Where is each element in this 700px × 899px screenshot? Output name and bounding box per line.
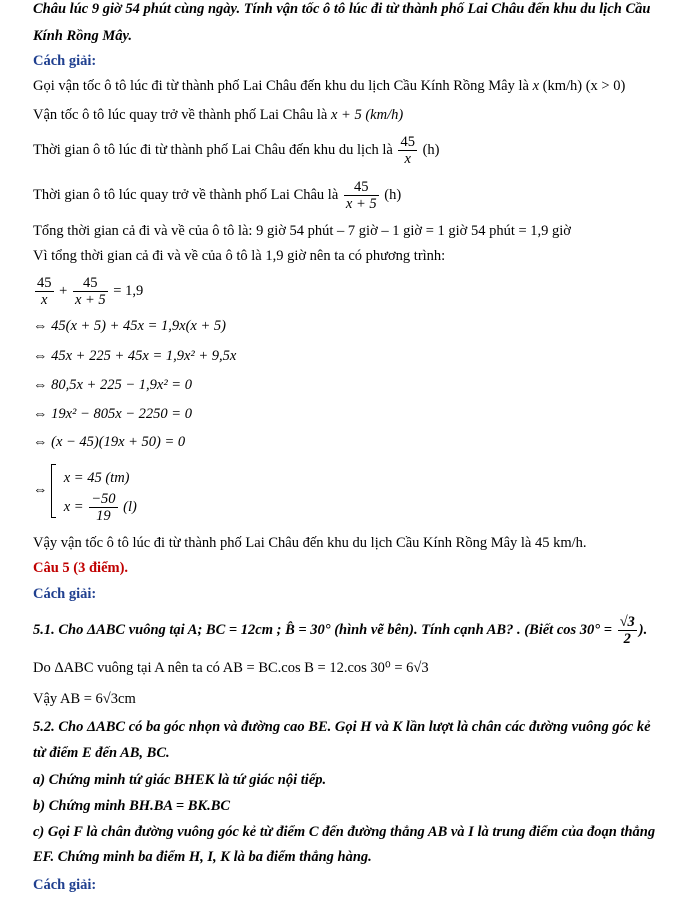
problem-5-1 bbox=[33, 610, 647, 650]
cos30-num: √3 bbox=[619, 614, 635, 631]
time-back-unit: (h) bbox=[384, 187, 402, 203]
eq-rhs: = 1,9 bbox=[113, 283, 144, 299]
equation-intro: Vì tổng thời gian cả đi và về của ô tô là 1,9 giờ nên ta có phương trình: bbox=[33, 248, 446, 264]
time-go-text: Thời gian ô tô lúc đi từ thành phố Lai Châu đến khu du lịch là bbox=[33, 142, 393, 158]
time-go-fraction bbox=[398, 134, 417, 167]
time-back-den: x + 5 bbox=[345, 196, 377, 213]
root-list bbox=[63, 465, 137, 524]
step-1: ⇔ 45(x + 5) + 45x = 1,9x(x + 5) bbox=[33, 318, 226, 334]
let-text: Gọi vận tốc ô tô lúc đi từ thành phố Lai Châu đến khu du lịch Cầu Kính Rồng Mây là bbox=[33, 78, 529, 94]
return-speed-line bbox=[33, 106, 403, 124]
time-back-text: Thời gian ô tô lúc quay trở về thành phố Lai Châu là bbox=[33, 187, 339, 203]
solution-heading: Cách giải: bbox=[33, 53, 97, 69]
root-2-suffix: (l) bbox=[123, 498, 137, 515]
p51-c: (hình vẽ bên). Tính cạnh AB? . (Biết cos 30° = bbox=[334, 622, 612, 638]
root-2-den: 19 bbox=[96, 507, 111, 524]
root-system bbox=[33, 460, 137, 524]
cos30-fraction bbox=[618, 614, 637, 647]
eq-num-1: 45 bbox=[37, 275, 52, 292]
root-2-num: −50 bbox=[91, 490, 116, 507]
eq-fraction-2 bbox=[73, 275, 108, 308]
step-3: ⇔ 80,5x + 225 − 1,9x² = 0 bbox=[33, 377, 192, 393]
eq-fraction-1 bbox=[35, 275, 54, 308]
part-a: a) Chứng minh tứ giác BHEK là tứ giác nội tiếp. bbox=[33, 772, 327, 788]
let-statement bbox=[33, 77, 625, 95]
cos30-den: 2 bbox=[623, 631, 631, 648]
time-back-fraction bbox=[344, 179, 379, 212]
time-back-line bbox=[33, 175, 401, 215]
system-brace bbox=[51, 464, 56, 518]
conclusion-1: Vậy vận tốc ô tô lúc đi từ thành phố Lai Châu đến khu du lịch Cầu Kính Rồng Mây là 45 km/h. bbox=[33, 535, 587, 551]
step-5: ⇔ (x − 45)(19x + 50) = 0 bbox=[33, 434, 186, 450]
part-b: b) Chứng minh BH.BA = BK.BC bbox=[33, 798, 231, 814]
root-2-fraction bbox=[89, 491, 117, 524]
root-2 bbox=[63, 490, 137, 524]
p51-end: ). bbox=[638, 622, 648, 638]
time-go-den: x bbox=[404, 151, 411, 168]
root-1: x = 45 (tm) bbox=[63, 469, 130, 486]
eq-den-1: x bbox=[41, 292, 48, 309]
root-equiv: ⇔ bbox=[33, 482, 48, 498]
let-variable: x bbox=[532, 78, 540, 94]
p51-result: Vậy AB = 6√3cm bbox=[33, 691, 136, 707]
p51-a: 5.1. Cho ΔABC vuông tại A; BC = 12cm ; bbox=[33, 622, 282, 638]
q5-heading: Cách giải: bbox=[33, 586, 97, 602]
intro-line-1: Châu lúc 9 giờ 54 phút cùng ngày. Tính vận tốc ô tô lúc đi từ thành phố Lai Châu đến khu du lịch Cầu bbox=[33, 1, 651, 17]
eq-num-2: 45 bbox=[73, 275, 108, 292]
p52-line-2: từ điểm E đến AB, BC. bbox=[33, 745, 170, 761]
eq-den-2: x + 5 bbox=[74, 292, 106, 309]
time-back-num: 45 bbox=[344, 179, 379, 196]
step-2: ⇔ 45x + 225 + 45x = 1,9x² + 9,5x bbox=[33, 348, 237, 364]
final-heading: Cách giải: bbox=[33, 877, 97, 893]
p51-b: B̂ = 30° bbox=[285, 622, 331, 638]
intro-line-2: Kính Rồng Mây. bbox=[33, 28, 132, 44]
part-c-line-2: EF. Chứng minh ba điểm H, I, K là ba điểm thẳng hàng. bbox=[33, 849, 372, 865]
time-go-unit: (h) bbox=[422, 142, 440, 158]
p51-solution: Do ΔABC vuông tại A nên ta có AB = BC.cos B = 12.cos 30⁰ = 6√3 bbox=[33, 660, 429, 676]
let-unit: (km/h) (x > 0) bbox=[542, 78, 626, 94]
return-speed-text: Vận tốc ô tô lúc quay trở về thành phố Lai Châu là bbox=[33, 107, 328, 123]
eq-plus: + bbox=[59, 283, 68, 299]
total-time-line: Tổng thời gian cả đi và về của ô tô là: 9 giờ 54 phút – 7 giờ – 1 giờ = 1 giờ 54 phút = 1,9 giờ bbox=[33, 223, 571, 239]
main-equation bbox=[33, 271, 143, 311]
time-go-line bbox=[33, 130, 440, 170]
time-go-num: 45 bbox=[400, 134, 415, 151]
return-speed-expr: x + 5 (km/h) bbox=[331, 107, 404, 123]
p52-line-1: 5.2. Cho ΔABC có ba góc nhọn và đường cao BE. Gọi H và K lần lượt là chân các đường vuông góc kẻ bbox=[33, 719, 651, 735]
part-c-line-1: c) Gọi F là chân đường vuông góc kẻ từ điểm C đến đường thẳng AB và I là trung điểm của đoạn thẳng bbox=[33, 824, 656, 840]
step-4: ⇔ 19x² − 805x − 2250 = 0 bbox=[33, 406, 192, 422]
question-5-title: Câu 5 (3 điểm). bbox=[33, 560, 129, 576]
root-2-prefix: x = bbox=[63, 498, 84, 515]
